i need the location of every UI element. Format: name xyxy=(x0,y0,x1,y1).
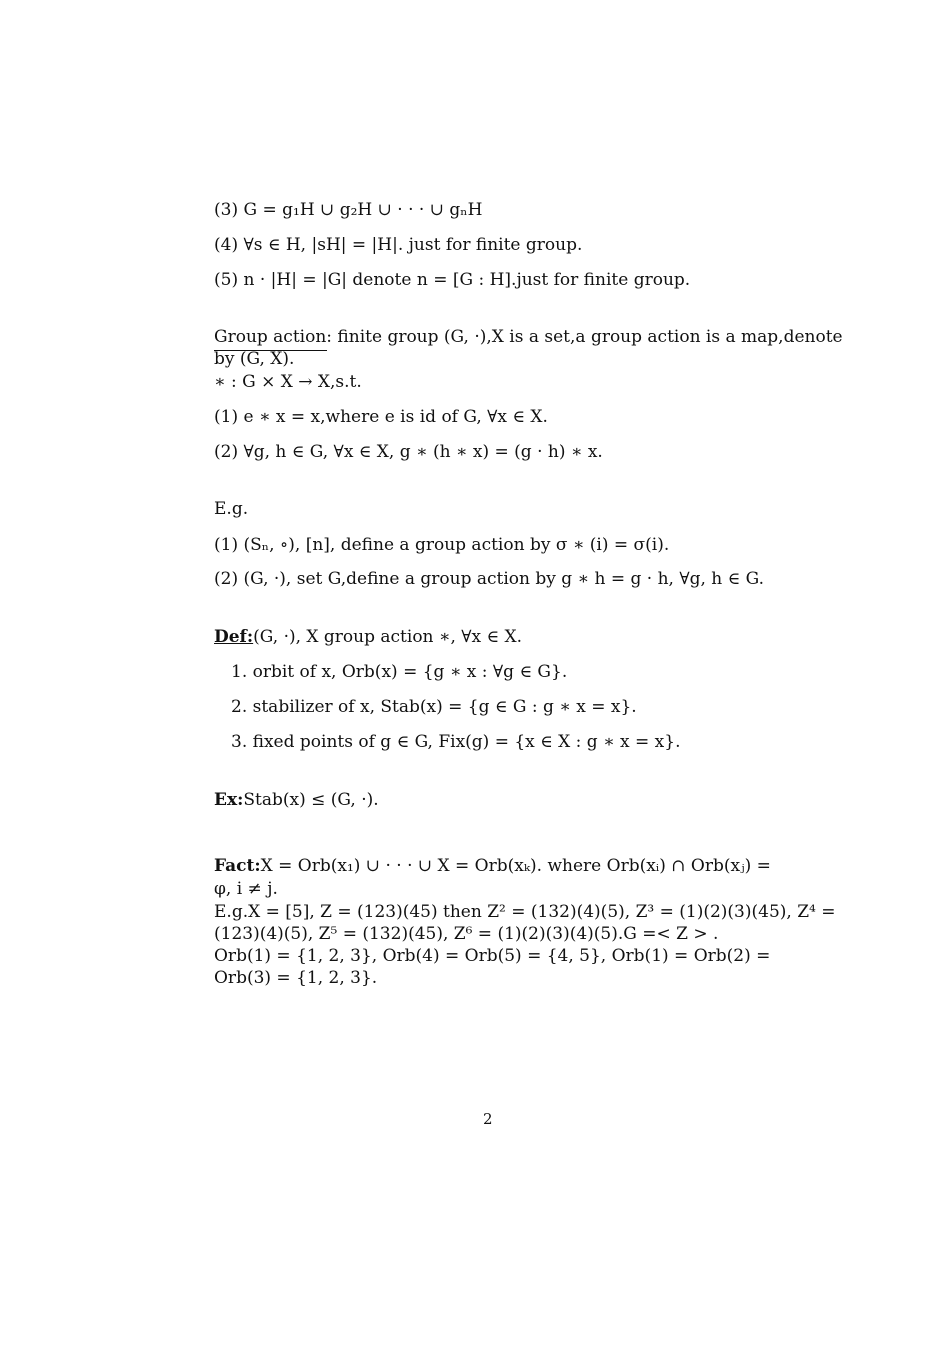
example-2: (2) (G, ·), set G,define a group action by g ∗ h = g · h, ∀g, h ∈ G. xyxy=(214,569,765,589)
exercise-text: Stab(x) ≤ (G, ·). xyxy=(243,790,379,810)
definition-label: Def: xyxy=(214,627,254,647)
definition-item-orbit: 1. orbit of x, Orb(x) = {g ∗ x : ∀g ∈ G}. xyxy=(231,662,568,682)
group-action-label: Group action: xyxy=(214,327,333,347)
example-1: (1) (Sₙ, ∘), [n], define a group action by σ ∗ (i) = σ(i). xyxy=(214,535,670,555)
coset-line-3: (3) G = g₁H ∪ g₂H ∪ · · · ∪ gₙH xyxy=(214,200,483,220)
example-heading: E.g. xyxy=(214,499,249,519)
group-action-map: ∗ : G × X → X,s.t. xyxy=(214,372,362,392)
group-action-definition xyxy=(214,326,843,348)
exercise xyxy=(214,789,379,811)
fact-line-4: (123)(4)(5), Z⁵ = (132)(45), Z⁶ = (1)(2)(3)(4)(5).G =< Z > . xyxy=(214,924,719,944)
fact-line-2: φ, i ≠ j. xyxy=(214,879,278,899)
group-action-by: by (G, X). xyxy=(214,349,295,369)
fact-text: X = Orb(x₁) ∪ · · · ∪ X = Orb(xₖ). where Orb(xᵢ) ∩ Orb(xⱼ) = xyxy=(260,856,771,876)
fact-label: Fact: xyxy=(214,856,261,876)
fact xyxy=(214,855,771,877)
definition xyxy=(214,626,522,648)
group-action-axiom-1: (1) e ∗ x = x,where e is id of G, ∀x ∈ X. xyxy=(214,407,548,427)
fact-line-3: E.g.X = [5], Z = (123)(45) then Z² = (132)(4)(5), Z³ = (1)(2)(3)(45), Z⁴ = xyxy=(214,902,836,922)
fact-line-5: Orb(1) = {1, 2, 3}, Orb(4) = Orb(5) = {4, 5}, Orb(1) = Orb(2) = xyxy=(214,946,771,966)
definition-item-stabilizer: 2. stabilizer of x, Stab(x) = {g ∈ G : g ∗ x = x}. xyxy=(231,697,637,717)
exercise-label: Ex: xyxy=(214,790,244,810)
group-action-axiom-2: (2) ∀g, h ∈ G, ∀x ∈ X, g ∗ (h ∗ x) = (g · h) ∗ x. xyxy=(214,442,603,462)
page-number: 2 xyxy=(483,1110,493,1128)
definition-item-fixed-points: 3. fixed points of g ∈ G, Fix(g) = {x ∈ X : g ∗ x = x}. xyxy=(231,732,681,752)
definition-text: (G, ·), X group action ∗, ∀x ∈ X. xyxy=(253,627,523,647)
coset-line-4: (4) ∀s ∈ H, |sH| = |H|. just for finite group. xyxy=(214,235,583,255)
coset-line-5: (5) n · |H| = |G| denote n = [G : H].just for finite group. xyxy=(214,270,691,290)
group-action-text: finite group (G, ·),X is a set,a group action is a map,denote xyxy=(332,327,843,347)
fact-line-6: Orb(3) = {1, 2, 3}. xyxy=(214,968,378,988)
